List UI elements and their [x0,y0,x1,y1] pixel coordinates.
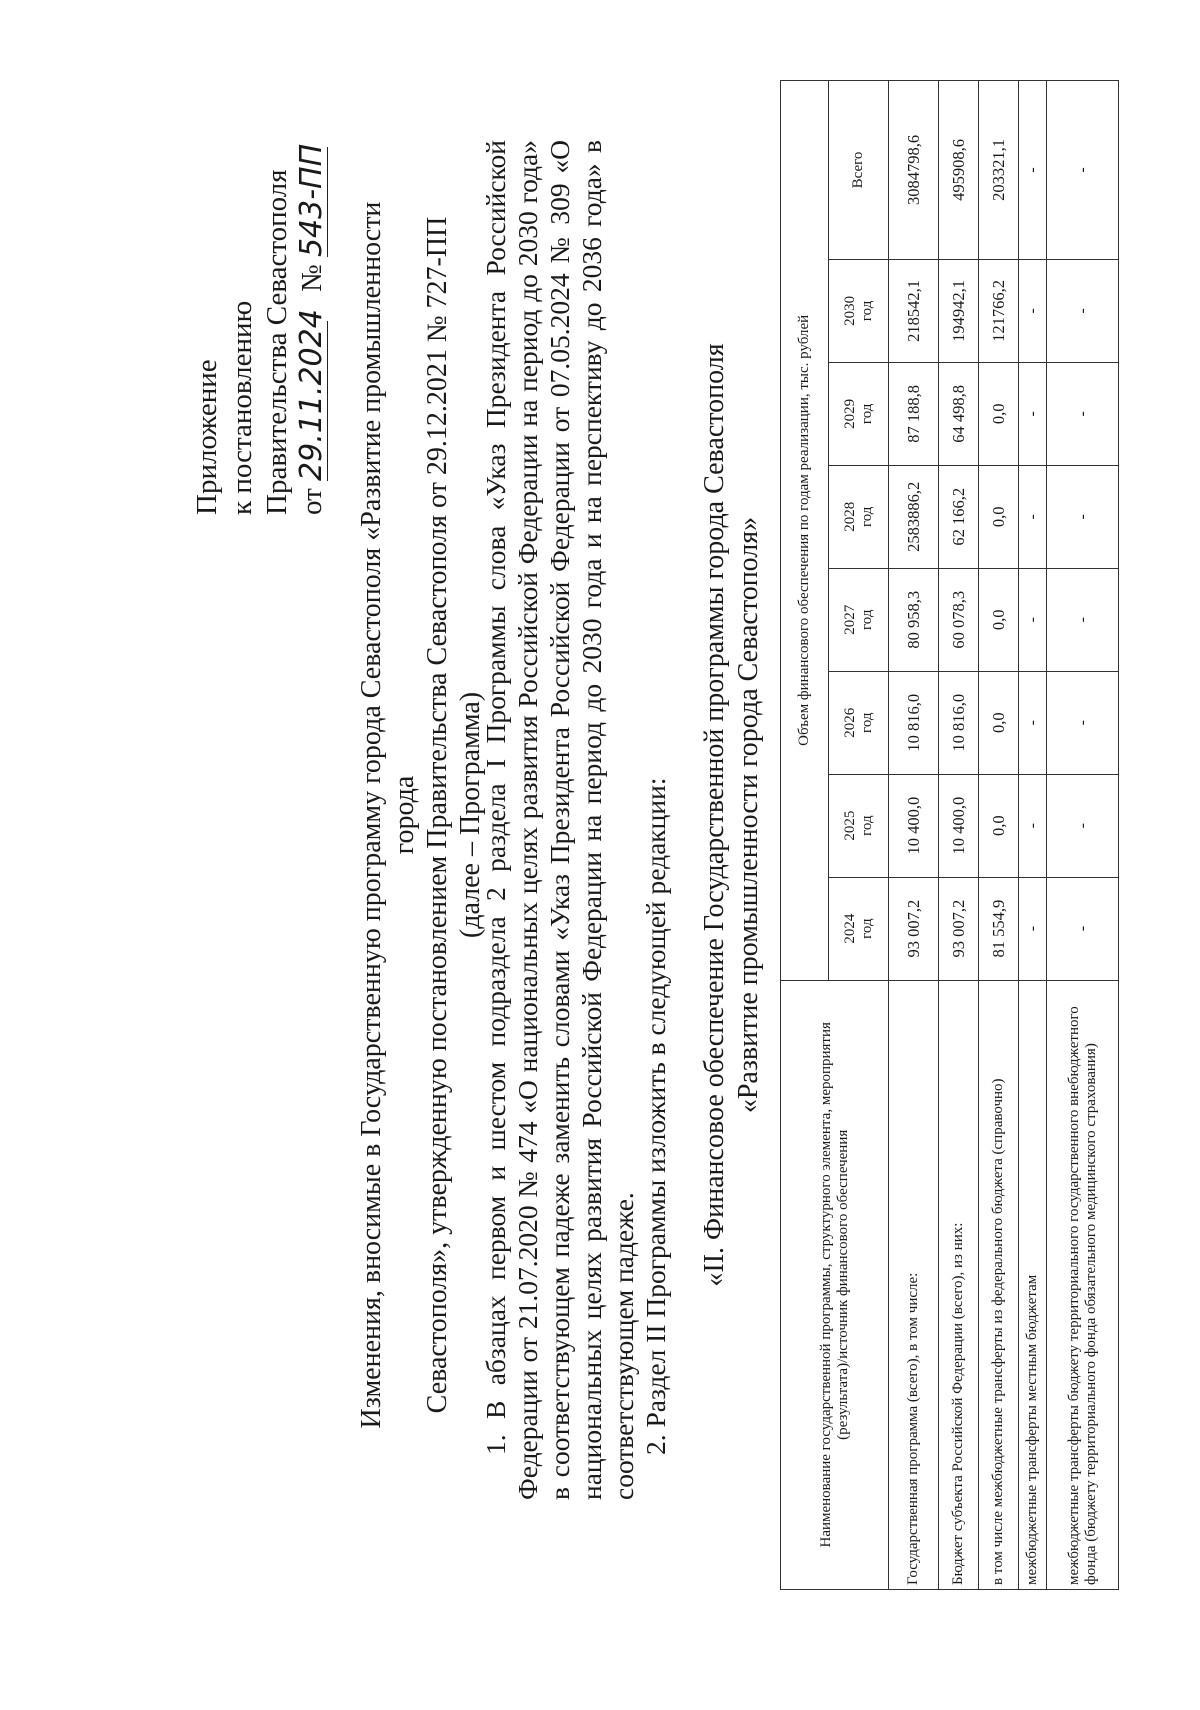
value-cell: - [1047,877,1119,980]
section-heading-line-2: «Развитие промышленности города Севастополя» [733,516,764,1114]
value-cell: 0,0 [979,568,1019,671]
value-cell: 0,0 [979,671,1019,774]
row-name-cell: в том числе межбюджетные трансферты из федерального бюджета (справочно) [979,980,1019,1589]
value-cell: - [1047,259,1119,362]
row-name-cell: межбюджетные трансферты местным бюджетам [1019,980,1047,1589]
table-row [979,81,1019,1590]
header-line-government: Правительства Севастополя [261,169,293,515]
handwritten-date: 29.11.2024 [294,309,329,481]
value-cell: 2583886,2 [889,465,939,568]
table-row [939,81,979,1590]
row-name-cell: Бюджет субъекта Российской Федерации (всего), из них: [939,980,979,1589]
value-cell: 3084798,6 [889,81,939,260]
header-line-appendix: Приложение [191,359,223,515]
value-cell: - [1019,568,1047,671]
handwritten-number: 543-ПП [294,143,329,258]
value-cell: - [1047,465,1119,568]
value-cell: 0,0 [979,362,1019,465]
value-cell: 0,0 [979,774,1019,877]
year-header-2025: 2025 год [829,774,889,877]
value-cell: - [1019,362,1047,465]
value-cell: 10 400,0 [889,774,939,877]
financing-table [780,80,1119,1590]
value-cell: - [1019,259,1047,362]
value-cell: 93 007,2 [889,877,939,980]
value-cell: 87 188,8 [889,362,939,465]
value-cell: - [1047,362,1119,465]
header-date-number-line [295,55,330,515]
value-cell: - [1047,774,1119,877]
body-paragraphs [480,140,672,1500]
value-cell: - [1019,671,1047,774]
value-cell: - [1047,568,1119,671]
value-cell: 64 498,8 [939,362,979,465]
title-line-2: Севастополя», утвержденную постановлением Правительства Севастополя от 29.12.2021 № 727-ПП [422,216,453,1414]
year-header-2024: 2024 год [829,877,889,980]
value-cell: - [1019,877,1047,980]
total-header: Всего [829,81,889,260]
year-header-2026: 2026 год [829,671,889,774]
name-column-header: Наименование государственной программы, структурного элемента, мероприятия (результата)/источник финансового обеспечения [781,980,889,1589]
value-cell: 81 554,9 [979,877,1019,980]
table-row [1047,81,1119,1590]
header-line-decree: к постановлению [226,300,258,515]
row-name-cell: Государственная программа (всего), в том числе: [889,980,939,1589]
value-cell: 194942,1 [939,259,979,362]
table-header-row-1 [781,81,829,1590]
table-row [889,81,939,1590]
value-cell: - [1019,81,1047,260]
funding-group-header: Объем финансового обеспечения по годам реализации, тыс. рублей [781,81,829,981]
value-cell: 203321,1 [979,81,1019,260]
table-row [1019,81,1047,1590]
value-cell: - [1047,81,1119,260]
value-cell: 10 816,0 [889,671,939,774]
value-cell: 60 078,3 [939,568,979,671]
title-line-1: Изменения, вносимые в Государственную программу города Севастополя «Развитие промышленности города [356,201,420,1429]
paragraph-1: 1. В абзацах первом и шестом подраздела 2 раздела I Программы слова «Указ Президента Российской Федерации от 21.07.2020 № 474 «О национальных целях развития Российской Федерации на период до 2030 года» в соответствующем падеже заменить словами «Указ Президента Российской Федерации от 07.05.2024 № 309 «О национальных целях развития Российской Федерации на период до 2030 года и на перспективу до 2036 года» в соответствующем падеже. [480,140,639,1500]
title-line-3: (далее – Программа) [455,691,486,939]
value-cell: 0,0 [979,465,1019,568]
value-cell: 121766,2 [979,259,1019,362]
value-cell: 218542,1 [889,259,939,362]
year-header-2030: 2030 год [829,259,889,362]
value-cell: - [1047,671,1119,774]
year-header-2029: 2029 год [829,362,889,465]
document-title [355,170,487,1460]
value-cell: 80 958,3 [889,568,939,671]
table-body [889,81,1119,1590]
section-heading [698,170,766,1460]
year-header-2027: 2027 год [829,568,889,671]
value-cell: - [1019,774,1047,877]
value-cell: 10 400,0 [939,774,979,877]
value-cell: 93 007,2 [939,877,979,980]
value-cell: 10 816,0 [939,671,979,774]
value-cell: - [1019,465,1047,568]
paragraph-2: 2. Раздел II Программы изложить в следующей редакции: [640,777,671,1455]
value-cell: 62 166,2 [939,465,979,568]
section-heading-line-1: «II. Финансовое обеспечение Государственной программы города Севастополя [699,343,730,1287]
year-header-2028: 2028 год [829,465,889,568]
value-cell: 495908,6 [939,81,979,260]
number-prefix: № [296,264,328,292]
row-name-cell: межбюджетные трансферты бюджету территориального государственного внебюджетного фонда (бюджету территориального фонда обязательного медицинского страхования) [1047,980,1119,1589]
approval-header [190,55,330,515]
date-prefix: от [296,488,328,515]
